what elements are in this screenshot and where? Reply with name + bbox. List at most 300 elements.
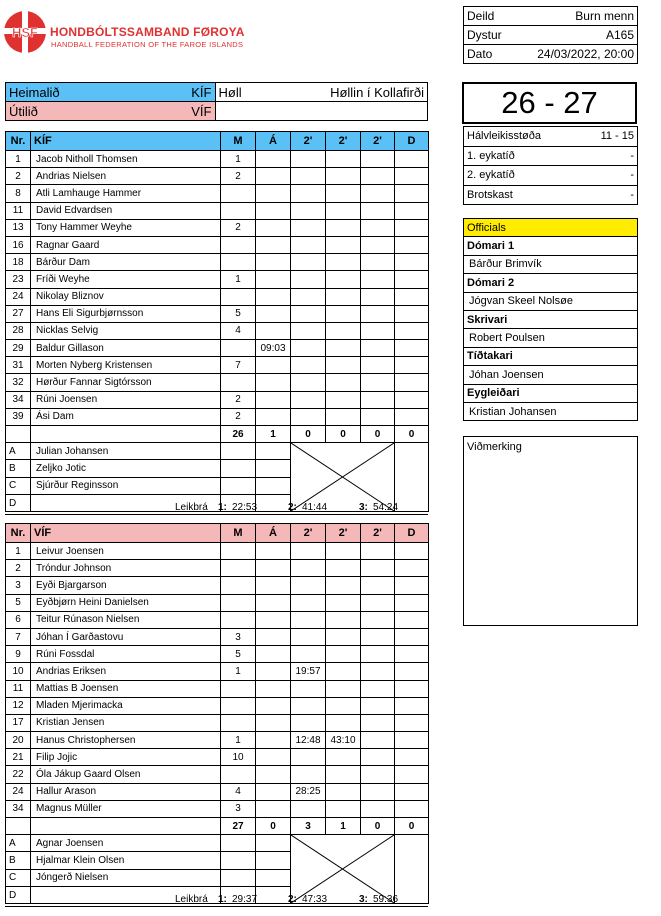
player-stat-a bbox=[256, 374, 291, 391]
player-stat-a bbox=[256, 305, 291, 322]
official-name-row bbox=[464, 366, 638, 384]
player-name: Teitur Rúnason Nielsen bbox=[31, 611, 221, 628]
player-stat-d bbox=[395, 577, 429, 594]
score-summary-value: 11 - 15 bbox=[580, 127, 638, 147]
player-number: 2 bbox=[6, 168, 31, 185]
player-row bbox=[6, 680, 429, 697]
player-stat-s2 bbox=[326, 680, 361, 697]
player-stat-s2 bbox=[326, 783, 361, 800]
player-stat-s1 bbox=[291, 543, 326, 560]
total-d: 0 bbox=[395, 818, 429, 835]
column-header: 2' bbox=[291, 132, 326, 151]
player-name: Leivur Joensen bbox=[31, 543, 221, 560]
player-stat-s1 bbox=[291, 697, 326, 714]
player-stat-s2 bbox=[326, 202, 361, 219]
staff-stat-s bbox=[256, 835, 291, 852]
player-number: 8 bbox=[6, 185, 31, 202]
player-stat-m: 7 bbox=[221, 357, 256, 374]
timeout-label: Leikbrá bbox=[175, 894, 208, 905]
player-stat-d bbox=[395, 271, 429, 288]
staff-stat-a bbox=[221, 835, 256, 852]
player-stat-s2 bbox=[326, 340, 361, 357]
player-number: 13 bbox=[6, 219, 31, 236]
official-name: Jógvan Skeel Nolsøe bbox=[464, 292, 638, 310]
home-timeouts bbox=[5, 502, 428, 515]
player-stat-d bbox=[395, 594, 429, 611]
player-stat-d bbox=[395, 800, 429, 817]
player-stat-d bbox=[395, 374, 429, 391]
staff-letter: B bbox=[6, 460, 31, 477]
player-number: 24 bbox=[6, 783, 31, 800]
timeout-t2: 41:44 bbox=[302, 502, 328, 513]
player-name: Baldur Gillason bbox=[31, 340, 221, 357]
player-name: Andrias Eriksen bbox=[31, 663, 221, 680]
player-stat-s2 bbox=[326, 594, 361, 611]
player-stat-s2 bbox=[326, 254, 361, 271]
home-short: KÍF bbox=[191, 84, 212, 100]
column-header: 2' bbox=[326, 132, 361, 151]
player-stat-s3 bbox=[361, 800, 395, 817]
player-stat-s2 bbox=[326, 236, 361, 253]
score-summary-row bbox=[464, 146, 638, 166]
player-stat-s2 bbox=[326, 374, 361, 391]
player-stat-s2 bbox=[326, 766, 361, 783]
player-stat-m: 5 bbox=[221, 646, 256, 663]
column-header: Nr. bbox=[6, 524, 31, 543]
home-team-table bbox=[5, 131, 429, 512]
player-stat-s3 bbox=[361, 322, 395, 339]
player-stat-d bbox=[395, 766, 429, 783]
player-row bbox=[6, 322, 429, 339]
player-stat-s1 bbox=[291, 357, 326, 374]
player-stat-d bbox=[395, 357, 429, 374]
player-number: 39 bbox=[6, 408, 31, 425]
teams-header bbox=[5, 82, 428, 121]
official-name: Jóhan Joensen bbox=[464, 366, 638, 384]
player-number: 23 bbox=[6, 271, 31, 288]
player-stat-s2 bbox=[326, 749, 361, 766]
column-header: 2' bbox=[361, 524, 395, 543]
player-row bbox=[6, 236, 429, 253]
player-stat-s2 bbox=[326, 391, 361, 408]
player-name: Fríði Weyhe bbox=[31, 271, 221, 288]
totals-blank bbox=[6, 426, 31, 443]
player-stat-a bbox=[256, 543, 291, 560]
player-stat-m bbox=[221, 543, 256, 560]
player-stat-a bbox=[256, 185, 291, 202]
player-stat-s1 bbox=[291, 374, 326, 391]
staff-name: Julian Johansen bbox=[31, 443, 221, 460]
player-stat-s3 bbox=[361, 340, 395, 357]
player-stat-s1 bbox=[291, 766, 326, 783]
player-stat-s3 bbox=[361, 151, 395, 168]
home-team-cell bbox=[6, 83, 216, 102]
official-role-row bbox=[464, 237, 638, 255]
player-stat-s1 bbox=[291, 271, 326, 288]
staff-stat-s bbox=[256, 443, 291, 460]
player-stat-s2 bbox=[326, 697, 361, 714]
player-stat-s1 bbox=[291, 202, 326, 219]
player-stat-s1 bbox=[291, 749, 326, 766]
player-name: Kristian Jensen bbox=[31, 714, 221, 731]
player-stat-s1: 28:25 bbox=[291, 783, 326, 800]
staff-stat-s bbox=[256, 869, 291, 886]
official-role-row bbox=[464, 384, 638, 402]
player-number: 34 bbox=[6, 391, 31, 408]
timeout-t1-label: 1: bbox=[218, 502, 227, 513]
totals-blank bbox=[6, 818, 31, 835]
player-stat-a bbox=[256, 408, 291, 425]
player-number: 5 bbox=[6, 594, 31, 611]
player-stat-s3 bbox=[361, 374, 395, 391]
match-info-table bbox=[463, 6, 638, 64]
player-stat-s3 bbox=[361, 749, 395, 766]
player-stat-d bbox=[395, 185, 429, 202]
empty-cell bbox=[215, 102, 428, 121]
match-info-row bbox=[464, 45, 638, 64]
player-stat-m bbox=[221, 374, 256, 391]
player-stat-s2 bbox=[326, 800, 361, 817]
player-stat-d bbox=[395, 202, 429, 219]
staff-row bbox=[6, 835, 429, 852]
timeout-t3: 59:36 bbox=[373, 894, 399, 905]
player-stat-d bbox=[395, 628, 429, 645]
player-stat-s1 bbox=[291, 151, 326, 168]
official-role-row bbox=[464, 310, 638, 328]
player-row bbox=[6, 543, 429, 560]
remarks-box bbox=[463, 436, 638, 626]
player-row bbox=[6, 408, 429, 425]
federation-name: HONDBÓLTSSAMBAND FØROYA bbox=[50, 25, 245, 39]
away-short: VÍF bbox=[191, 103, 212, 119]
total-a: 0 bbox=[256, 818, 291, 835]
player-stat-m: 1 bbox=[221, 663, 256, 680]
staff-name: Jóngerð Nielsen bbox=[31, 869, 221, 886]
player-stat-s3 bbox=[361, 783, 395, 800]
player-stat-d bbox=[395, 560, 429, 577]
player-number: 17 bbox=[6, 714, 31, 731]
player-number: 16 bbox=[6, 236, 31, 253]
timeout-t1-label: 1: bbox=[218, 894, 227, 905]
staff-name: Hjalmar Klein Olsen bbox=[31, 852, 221, 869]
staff-letter: A bbox=[6, 835, 31, 852]
column-header: Nr. bbox=[6, 132, 31, 151]
player-stat-s1 bbox=[291, 577, 326, 594]
timeout-t1: 29:37 bbox=[232, 894, 258, 905]
player-stat-s3 bbox=[361, 254, 395, 271]
player-name: Bárður Dam bbox=[31, 254, 221, 271]
player-number: 1 bbox=[6, 151, 31, 168]
staff-name: Agnar Joensen bbox=[31, 835, 221, 852]
player-stat-s1 bbox=[291, 322, 326, 339]
player-number: 7 bbox=[6, 628, 31, 645]
player-stat-d bbox=[395, 391, 429, 408]
player-stat-d bbox=[395, 322, 429, 339]
player-stat-a bbox=[256, 732, 291, 749]
team-name-header: KÍF bbox=[31, 132, 221, 151]
player-stat-m bbox=[221, 560, 256, 577]
player-stat-d bbox=[395, 219, 429, 236]
player-stat-m bbox=[221, 254, 256, 271]
staff-stat-s bbox=[256, 460, 291, 477]
player-stat-a bbox=[256, 391, 291, 408]
player-stat-m bbox=[221, 185, 256, 202]
column-header: 2' bbox=[361, 132, 395, 151]
player-stat-a bbox=[256, 800, 291, 817]
player-name: Ragnar Gaard bbox=[31, 236, 221, 253]
player-row bbox=[6, 783, 429, 800]
player-name: Hallur Arason bbox=[31, 783, 221, 800]
player-name: Óla Jákup Gaard Olsen bbox=[31, 766, 221, 783]
player-row bbox=[6, 594, 429, 611]
column-header: M bbox=[221, 132, 256, 151]
totals-blank bbox=[31, 426, 221, 443]
player-name: Nicklas Selvig bbox=[31, 322, 221, 339]
player-row bbox=[6, 697, 429, 714]
player-stat-m: 4 bbox=[221, 322, 256, 339]
player-row bbox=[6, 611, 429, 628]
score-summary-label: Brotskast bbox=[464, 185, 580, 205]
player-row bbox=[6, 628, 429, 645]
player-row bbox=[6, 749, 429, 766]
totals-row bbox=[6, 818, 429, 835]
total-m: 27 bbox=[221, 818, 256, 835]
player-stat-s2 bbox=[326, 560, 361, 577]
player-stat-d bbox=[395, 646, 429, 663]
staff-stat-s bbox=[256, 477, 291, 494]
player-number: 34 bbox=[6, 800, 31, 817]
player-stat-d bbox=[395, 663, 429, 680]
player-stat-s3 bbox=[361, 697, 395, 714]
player-number: 31 bbox=[6, 357, 31, 374]
player-stat-m bbox=[221, 680, 256, 697]
player-stat-s1 bbox=[291, 391, 326, 408]
player-stat-s2 bbox=[326, 322, 361, 339]
player-stat-m: 4 bbox=[221, 783, 256, 800]
away-team-table bbox=[5, 523, 429, 904]
staff-stat-a bbox=[221, 443, 256, 460]
player-row bbox=[6, 560, 429, 577]
hall-value: Høllin í Kollafirði bbox=[330, 84, 424, 100]
player-name: Nikolay Bliznov bbox=[31, 288, 221, 305]
total-m: 26 bbox=[221, 426, 256, 443]
player-name: Magnus Müller bbox=[31, 800, 221, 817]
player-name: Jacob Nitholl Thomsen bbox=[31, 151, 221, 168]
player-stat-s1 bbox=[291, 714, 326, 731]
player-stat-s1 bbox=[291, 628, 326, 645]
remarks-label: Viðmerking bbox=[467, 441, 522, 453]
hsf-logo-icon bbox=[3, 10, 47, 54]
player-stat-m bbox=[221, 766, 256, 783]
player-stat-m bbox=[221, 288, 256, 305]
player-stat-s1 bbox=[291, 305, 326, 322]
match-info-value: 24/03/2022, 20:00 bbox=[513, 45, 637, 64]
match-info-value: A165 bbox=[513, 26, 637, 45]
player-stat-s1 bbox=[291, 168, 326, 185]
score-summary-row bbox=[464, 127, 638, 147]
player-stat-s2 bbox=[326, 151, 361, 168]
staff-stat-a bbox=[221, 869, 256, 886]
official-role-row bbox=[464, 347, 638, 365]
player-stat-m bbox=[221, 611, 256, 628]
player-stat-s3 bbox=[361, 543, 395, 560]
totals-blank bbox=[31, 818, 221, 835]
match-info-row bbox=[464, 26, 638, 45]
official-name-row bbox=[464, 255, 638, 273]
total-s3: 0 bbox=[361, 818, 395, 835]
player-stat-s3 bbox=[361, 185, 395, 202]
official-role: Dómari 2 bbox=[464, 274, 638, 292]
player-stat-s3 bbox=[361, 391, 395, 408]
player-stat-s1 bbox=[291, 611, 326, 628]
player-stat-a bbox=[256, 322, 291, 339]
staff-row bbox=[6, 443, 429, 460]
player-stat-m: 3 bbox=[221, 800, 256, 817]
player-stat-s1: 12:48 bbox=[291, 732, 326, 749]
player-stat-m: 1 bbox=[221, 732, 256, 749]
player-stat-a bbox=[256, 611, 291, 628]
player-stat-m: 3 bbox=[221, 628, 256, 645]
timeout-t3-label: 3: bbox=[359, 502, 368, 513]
player-row bbox=[6, 168, 429, 185]
match-info-label: Deild bbox=[464, 7, 514, 26]
player-row bbox=[6, 288, 429, 305]
player-stat-s2 bbox=[326, 628, 361, 645]
player-stat-a bbox=[256, 680, 291, 697]
total-s2: 0 bbox=[326, 426, 361, 443]
score-summary-value: - bbox=[580, 185, 638, 205]
player-stat-m: 2 bbox=[221, 408, 256, 425]
official-name-row bbox=[464, 329, 638, 347]
player-stat-s1 bbox=[291, 254, 326, 271]
staff-name: Zeljko Jotic bbox=[31, 460, 221, 477]
away-label: Útilið bbox=[9, 103, 38, 119]
player-number: 32 bbox=[6, 374, 31, 391]
player-stat-d bbox=[395, 236, 429, 253]
player-stat-s1 bbox=[291, 219, 326, 236]
player-stat-d bbox=[395, 714, 429, 731]
player-stat-s2 bbox=[326, 305, 361, 322]
player-stat-s1 bbox=[291, 408, 326, 425]
player-stat-d bbox=[395, 408, 429, 425]
player-row bbox=[6, 305, 429, 322]
player-row bbox=[6, 151, 429, 168]
player-stat-s2 bbox=[326, 271, 361, 288]
timeout-t3-label: 3: bbox=[359, 894, 368, 905]
match-info-label: Dystur bbox=[464, 26, 514, 45]
player-stat-m bbox=[221, 714, 256, 731]
player-stat-d bbox=[395, 611, 429, 628]
player-stat-d bbox=[395, 305, 429, 322]
score-summary-value: - bbox=[580, 166, 638, 186]
player-stat-s3 bbox=[361, 202, 395, 219]
team-header-row bbox=[6, 132, 429, 151]
player-row bbox=[6, 340, 429, 357]
hall-label: Høll bbox=[218, 84, 242, 100]
cross-mark-icon bbox=[291, 835, 394, 903]
player-stat-s3 bbox=[361, 732, 395, 749]
player-stat-a bbox=[256, 219, 291, 236]
player-stat-a bbox=[256, 577, 291, 594]
home-label: Heimalið bbox=[9, 84, 60, 100]
player-stat-s2 bbox=[326, 288, 361, 305]
timeout-t2: 47:33 bbox=[302, 894, 328, 905]
player-stat-s2 bbox=[326, 543, 361, 560]
staff-stat-a bbox=[221, 460, 256, 477]
player-row bbox=[6, 374, 429, 391]
timeout-t2-label: 2: bbox=[288, 894, 297, 905]
player-stat-m: 2 bbox=[221, 219, 256, 236]
player-stat-d bbox=[395, 168, 429, 185]
player-number: 28 bbox=[6, 322, 31, 339]
player-stat-m: 2 bbox=[221, 391, 256, 408]
player-stat-s2 bbox=[326, 185, 361, 202]
staff-letter: D bbox=[6, 886, 31, 903]
column-header: D bbox=[395, 524, 429, 543]
player-name: Rúni Joensen bbox=[31, 391, 221, 408]
score-summary-row bbox=[464, 185, 638, 205]
score-summary-label: 2. eykatíð bbox=[464, 166, 580, 186]
score-summary-label: Hálvleikisstøða bbox=[464, 127, 580, 147]
player-number: 20 bbox=[6, 732, 31, 749]
staff-letter: C bbox=[6, 477, 31, 494]
player-stat-s3 bbox=[361, 714, 395, 731]
player-stat-s1 bbox=[291, 288, 326, 305]
player-stat-d bbox=[395, 732, 429, 749]
player-name: Tony Hammer Weyhe bbox=[31, 219, 221, 236]
player-stat-a bbox=[256, 254, 291, 271]
official-role-row bbox=[464, 274, 638, 292]
player-stat-s3 bbox=[361, 219, 395, 236]
federation-subtitle: HANDBALL FEDERATION OF THE FAROE ISLANDS bbox=[51, 40, 244, 49]
player-stat-s2 bbox=[326, 168, 361, 185]
away-timeouts bbox=[5, 894, 428, 907]
official-name: Kristian Johansen bbox=[464, 402, 638, 420]
match-info-value: Burn menn bbox=[513, 7, 637, 26]
player-name: Andrias Nielsen bbox=[31, 168, 221, 185]
player-number: 12 bbox=[6, 697, 31, 714]
officials-table bbox=[463, 218, 638, 421]
total-a: 1 bbox=[256, 426, 291, 443]
player-stat-a: 09:03 bbox=[256, 340, 291, 357]
player-stat-s1 bbox=[291, 594, 326, 611]
player-stat-m bbox=[221, 236, 256, 253]
staff-stat-a bbox=[221, 852, 256, 869]
player-stat-s2 bbox=[326, 646, 361, 663]
player-stat-s1 bbox=[291, 185, 326, 202]
player-stat-a bbox=[256, 151, 291, 168]
officials-header: Officials bbox=[464, 219, 638, 237]
player-stat-d bbox=[395, 151, 429, 168]
player-stat-d bbox=[395, 254, 429, 271]
player-name: Mattias B Joensen bbox=[31, 680, 221, 697]
player-stat-m bbox=[221, 340, 256, 357]
score-summary-label: 1. eykatíð bbox=[464, 146, 580, 166]
player-stat-s3 bbox=[361, 611, 395, 628]
player-stat-s1: 19:57 bbox=[291, 663, 326, 680]
player-stat-m: 10 bbox=[221, 749, 256, 766]
score-summary-value: - bbox=[580, 146, 638, 166]
player-stat-s1 bbox=[291, 236, 326, 253]
player-stat-s2 bbox=[326, 611, 361, 628]
player-stat-d bbox=[395, 288, 429, 305]
player-stat-m bbox=[221, 577, 256, 594]
player-row bbox=[6, 219, 429, 236]
player-stat-s3 bbox=[361, 646, 395, 663]
player-number: 29 bbox=[6, 340, 31, 357]
player-row bbox=[6, 732, 429, 749]
player-stat-s1 bbox=[291, 560, 326, 577]
